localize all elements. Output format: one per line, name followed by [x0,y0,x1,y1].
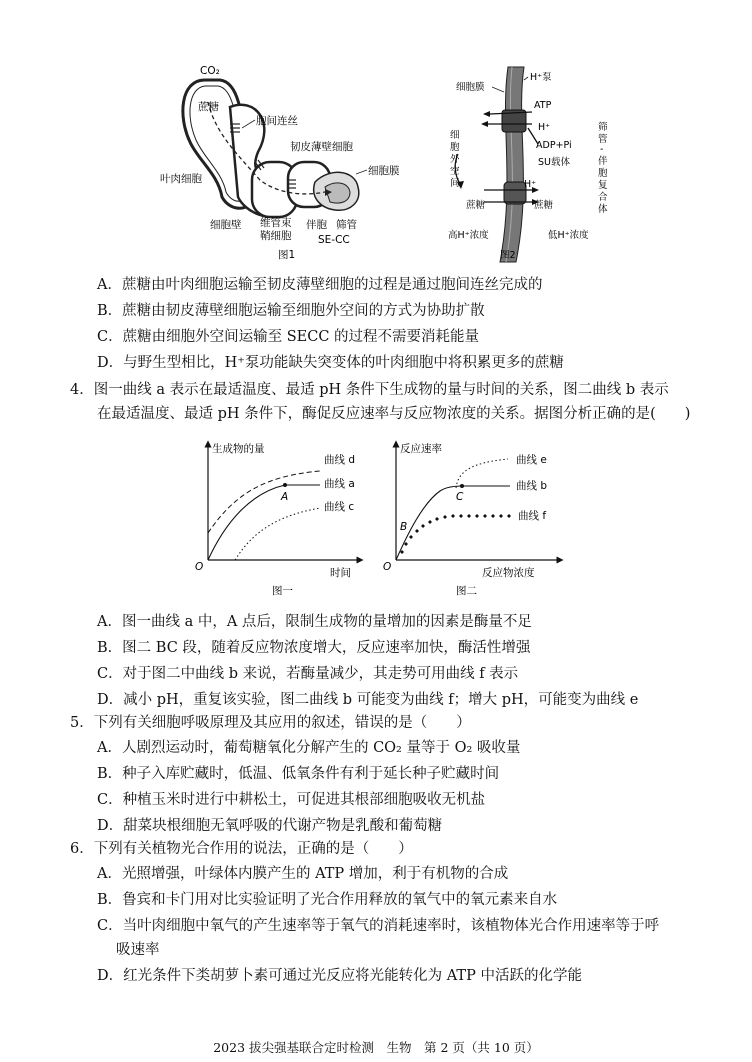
fig2-caption: 图2 [500,250,516,261]
chart2-ylabel: 反应速率 [400,443,442,455]
fig2-extracell-vertical [450,130,460,189]
svg-text:复: 复 [598,180,608,191]
chart1-point-a [283,483,287,487]
figure-1 [160,62,400,267]
q4-option-d: D．减小 pH，重复该实验，图二曲线 b 可能变为曲线 f；增大 pH，可能变为曲线 e [97,692,639,708]
fig1-bundle-label-2: 鞘细胞 [260,230,292,242]
q3-option-a: A．蔗糖由叶肉细胞运输至韧皮薄壁细胞的过程是通过胞间连丝完成的 [97,277,543,293]
fig1-sieve-label: 筛管 [336,219,357,231]
svg-text:-: - [600,144,604,155]
fig1-sucrose-label: 蔗糖 [198,101,219,113]
fig2-h2-label: H⁺ [524,179,537,190]
fig1-co2-label: CO₂ [200,65,220,77]
chart1-point-a-label: A [281,491,289,503]
svg-text:筛: 筛 [598,122,608,133]
q6-option-c: C．当叶肉细胞中氧气的产生速率等于氧气的消耗速率时，该植物体光合作用速率等于呼 [97,918,660,934]
q6-option-a: A．光照增强，叶绿体内膜产生的 ATP 增加，利于有机物的合成 [97,866,509,882]
q5-stem: 5．下列有关细胞呼吸原理及其应用的叙述，错误的是（ ） [70,715,471,731]
chart2-point-c [460,484,464,488]
fig1-phloem-parenchyma-label: 韧皮薄壁细胞 [290,141,353,153]
svg-text:胞: 胞 [598,168,608,179]
chart2-point-c-label: C [456,491,464,503]
svg-text:胞: 胞 [450,142,460,153]
chart1-xlabel: 时间 [330,567,351,579]
fig1-membrane-label: 细胞膜 [368,165,400,177]
chart2-curve-f-label: 曲线 f [518,510,547,522]
svg-text:细: 细 [450,130,460,141]
q5-option-a: A．人剧烈运动时，葡萄糖氧化分解产生的 CO₂ 量等于 O₂ 吸收量 [97,740,521,756]
q4-stem-line1: 4．图一曲线 a 表示在最适温度、最适 pH 条件下生成物的量与时间的关系，图二曲线 b 表示 [70,382,669,398]
q3-option-b: B．蔗糖由韧皮薄壁细胞运输至细胞外空间的方式为协助扩散 [97,303,485,319]
chart1-origin: O [195,561,204,573]
q5-option-d: D．甜菜块根细胞无氧呼吸的代谢产物是乳酸和葡萄糖 [97,818,443,834]
svg-text:管: 管 [598,134,608,145]
chart2-origin: O [383,561,392,573]
fig2-low-label: 低H⁺浓度 [548,230,589,241]
q6-stem: 6．下列有关植物光合作用的说法，正确的是（ ） [70,841,413,857]
q6-option-b: B．鲁宾和卡门用对比实验证明了光合作用释放的氧气中的氧元素来自水 [97,892,558,908]
fig2-sucrose-left: 蔗糖 [466,200,486,211]
svg-text:伴: 伴 [598,156,608,167]
chart-1 [190,438,370,598]
fig2-sucrose-right: 蔗糖 [534,200,554,211]
svg-text:体: 体 [598,204,608,215]
fig1-secc-label: SE-CC [318,234,350,246]
fig1-companion-label: 伴胞 [306,219,327,231]
chart2-point-b-label: B [400,521,408,533]
fig1-mesophyll-label: 叶肉细胞 [160,173,202,185]
fig1-caption: 图1 [278,249,296,261]
page-footer: 2023 拔尖强基联合定时检测 生物 第 2 页（共 10 页） [213,1040,539,1055]
chart1-curve-d [208,471,320,533]
q5-option-b: B．种子入库贮藏时，低温、低氧条件有利于延长种子贮藏时间 [97,766,500,782]
chart1-caption: 图一 [272,585,293,597]
figure-2 [420,62,620,262]
svg-text:合: 合 [598,192,608,203]
q3-option-d: D．与野生型相比，H⁺泵功能缺失突变体的叶肉细胞中将积累更多的蔗糖 [97,355,564,371]
fig1-cell-wall-label: 细胞壁 [210,219,242,231]
fig2-secc-vertical [598,121,608,215]
chart-2 [378,438,568,598]
chart1-ylabel: 生成物的量 [212,443,265,455]
fig1-plasmodesmata-label: 胞间连丝 [256,115,298,127]
chart1-curve-a [208,485,320,560]
chart2-curve-b [396,486,510,560]
chart2-curve-e-label: 曲线 e [516,454,547,466]
chart2-curve-b-label: 曲线 b [516,480,548,492]
fig2-adp-label: ADP+Pi [536,140,572,151]
q6-option-d: D．红光条件下类胡萝卜素可通过光反应将光能转化为 ATP 中活跃的化学能 [97,968,582,984]
fig2-atp-label: ATP [534,100,552,111]
q5-option-c: C．种植玉米时进行中耕松土，可促进其根部细胞吸收无机盐 [97,792,486,808]
q4-option-b: B．图二 BC 段，随着反应物浓度增大，反应速率加快，酶活性增强 [97,640,531,656]
fig2-h-label: H⁺ [538,122,551,133]
chart2-curve-e [456,459,508,488]
chart2-xlabel: 反应物浓度 [482,567,535,579]
chart1-curve-d-label: 曲线 d [324,454,356,466]
svg-text:外: 外 [450,154,460,165]
fig2-su-label: SU载体 [538,157,570,168]
chart2-caption: 图二 [456,585,477,597]
svg-text:空: 空 [450,166,460,177]
q3-option-c: C．蔗糖由细胞外空间运输至 SECC 的过程不需要消耗能量 [97,329,480,345]
svg-text:间: 间 [450,178,460,189]
fig2-membrane-label: 细胞膜 [456,82,485,93]
q4-option-a: A．图一曲线 a 中，A 点后，限制生成物的量增加的因素是酶量不足 [97,614,532,630]
q6-option-c-cont: 吸速率 [116,942,160,958]
fig2-hpump-label: H⁺泵 [530,72,552,83]
fig2-high-label: 高H⁺浓度 [448,230,489,241]
chart1-curve-a-label: 曲线 a [324,478,355,490]
chart1-curve-c-label: 曲线 c [324,501,355,513]
q4-stem-line2: 在最适温度、最适 pH 条件下，酶促反应速率与反应物浓度的关系。据图分析正确的是( ) [97,406,691,422]
fig1-bundle-label-1: 维管束 [260,217,292,229]
q4-option-c: C．对于图二中曲线 b 来说，若酶量减少，其走势可用曲线 f 表示 [97,666,519,682]
chart1-curve-c [235,508,320,560]
